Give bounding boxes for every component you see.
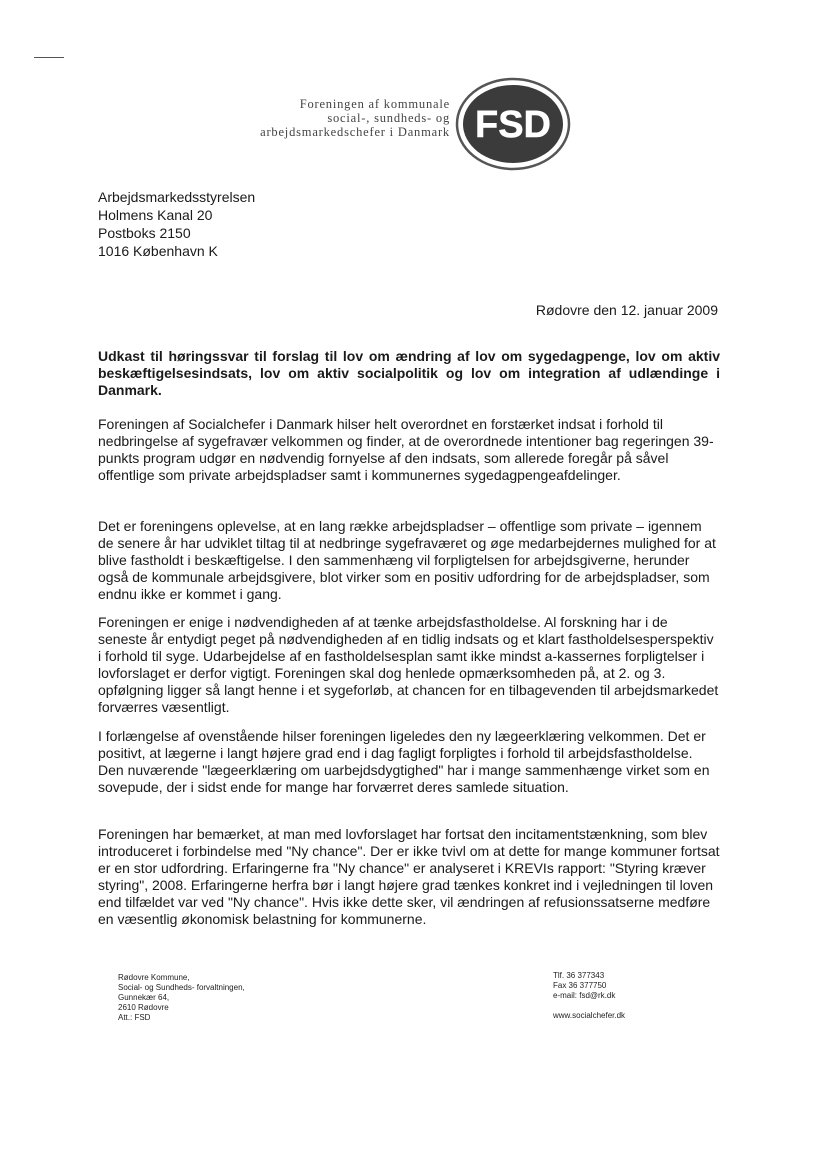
address-line: Arbejdsmarkedsstyrelsen	[98, 189, 256, 205]
footer-address	[118, 973, 245, 1023]
footer-line: Rødovre Kommune,	[118, 973, 190, 982]
paragraph: Foreningen har bemærket, at man med lovforslaget har fortsat den incitamentstænkning, som blev introduceret i forbindelse med "Ny chance". Der er ikke tvivl om at dette for mange kommuner fortsat er en stor udfordring. Erfaringerne fra "Ny chance" er analyseret i KREVIs rapport: "Styring kræver styring", 2008. Erfaringerne herfra bør i langt højere grad tænkes konkret ind i vejledningen til loven end tilfældet var ved "Ny chance". Hvis ikke dette sker, vil ændringen af refusionssatserne medføre en væsentlig økonomisk belastning for kommunerne.	[98, 826, 720, 927]
paragraph: Det er foreningens oplevelse, at en lang række arbejdspladser – offentlige som private – igennem de senere år har udviklet tiltag til at nedbringe sygefraværet og øge medarbejdernes mulighed for at blive fastholdt i beskæftigelse. I den sammenhæng vil forpligtelsen for arbejdsgiverne, herunder også de kommunale arbejdsgivere, blot virker som en positiv udfordring for de arbejdspladser, som endnu ikke er kommet i gang.	[98, 518, 716, 602]
logo-text: FSD	[475, 104, 551, 146]
fsd-logo	[454, 76, 572, 172]
footer-line: www.socialchefer.dk	[553, 1011, 626, 1020]
footer-line: e-mail: fsd@rk.dk	[553, 991, 616, 1000]
address-line: 1016 København K	[98, 243, 218, 259]
letter-date: Rødovre den 12. januar 2009	[535, 302, 718, 318]
recipient-address	[98, 188, 255, 260]
footer-contact	[553, 971, 625, 1021]
footer-line: Fax 36 377750	[553, 981, 607, 990]
footer-line: Social- og Sundheds- forvaltningen,	[118, 983, 245, 992]
address-line: Holmens Kanal 20	[98, 207, 213, 223]
paragraph: Foreningen af Socialchefer i Danmark hilser helt overordnet en forstærket indsat i forhold til nedbringelse af sygefravær velkommen og finder, at de overordnede intentioner bag regeringen 39-punkts program udgør en nødvendig fornyelse af den indsats, som allerede foregår på såvel offentlige som private arbejdspladser samt i kommunernes sygedagpengeafdelinger.	[98, 416, 714, 483]
organization-name	[260, 97, 450, 139]
address-line: Postboks 2150	[98, 225, 191, 241]
scan-mark	[34, 57, 64, 58]
footer-line	[553, 1001, 625, 1011]
footer-line: Gunnekær 64,	[118, 993, 170, 1002]
footer-line: 2610 Rødovre	[118, 1003, 169, 1012]
org-line: social-, sundheds- og	[327, 111, 450, 125]
footer-line: Tlf. 36 377343	[553, 971, 605, 980]
subject-line: Udkast til høringssvar til forslag til lov om ændring af lov om sygedagpenge, lov om aktiv beskæftigelsesindsats, lov om aktiv socialpolitik og lov om integration af udlændinge i Danmark.	[98, 348, 720, 398]
org-line: arbejdsmarkedschefer i Danmark	[260, 125, 450, 139]
footer-line: Att.: FSD	[118, 1013, 151, 1022]
paragraph: Foreningen er enige i nødvendigheden af at tænke arbejdsfastholdelse. Al forskning har i de seneste år entydigt peget på nødvendigheden af en tidlig indsats og et klart fastholdelsesperspektiv i forhold til syge. Udarbejdelse af en fastholdelsesplan samt ikke mindst a-kassernes forpligtelser i lovforslaget er derfor vigtigt. Foreningen skal dog henlede opmærksomheden på, at 2. og 3. opfølgning ligger så langt henne i et sygeforløb, at chancen for en tilbagevenden til arbejdsmarkedet forværres væsentligt.	[98, 614, 719, 715]
org-line: Foreningen af kommunale	[299, 97, 450, 111]
paragraph: I forlængelse af ovenstående hilser foreningen ligeledes den ny lægeerklæring velkommen. Det er positivt, at lægerne i langt højere grad end i dag fagligt forpligtes i forhold til arbejdsfastholdelse. Den nuværende "lægeerklæring om uarbejdsdygtighed" har i mange sammenhænge virket som en sovepude, der i sidst ende for mange har forværret deres samlede situation.	[98, 728, 710, 795]
